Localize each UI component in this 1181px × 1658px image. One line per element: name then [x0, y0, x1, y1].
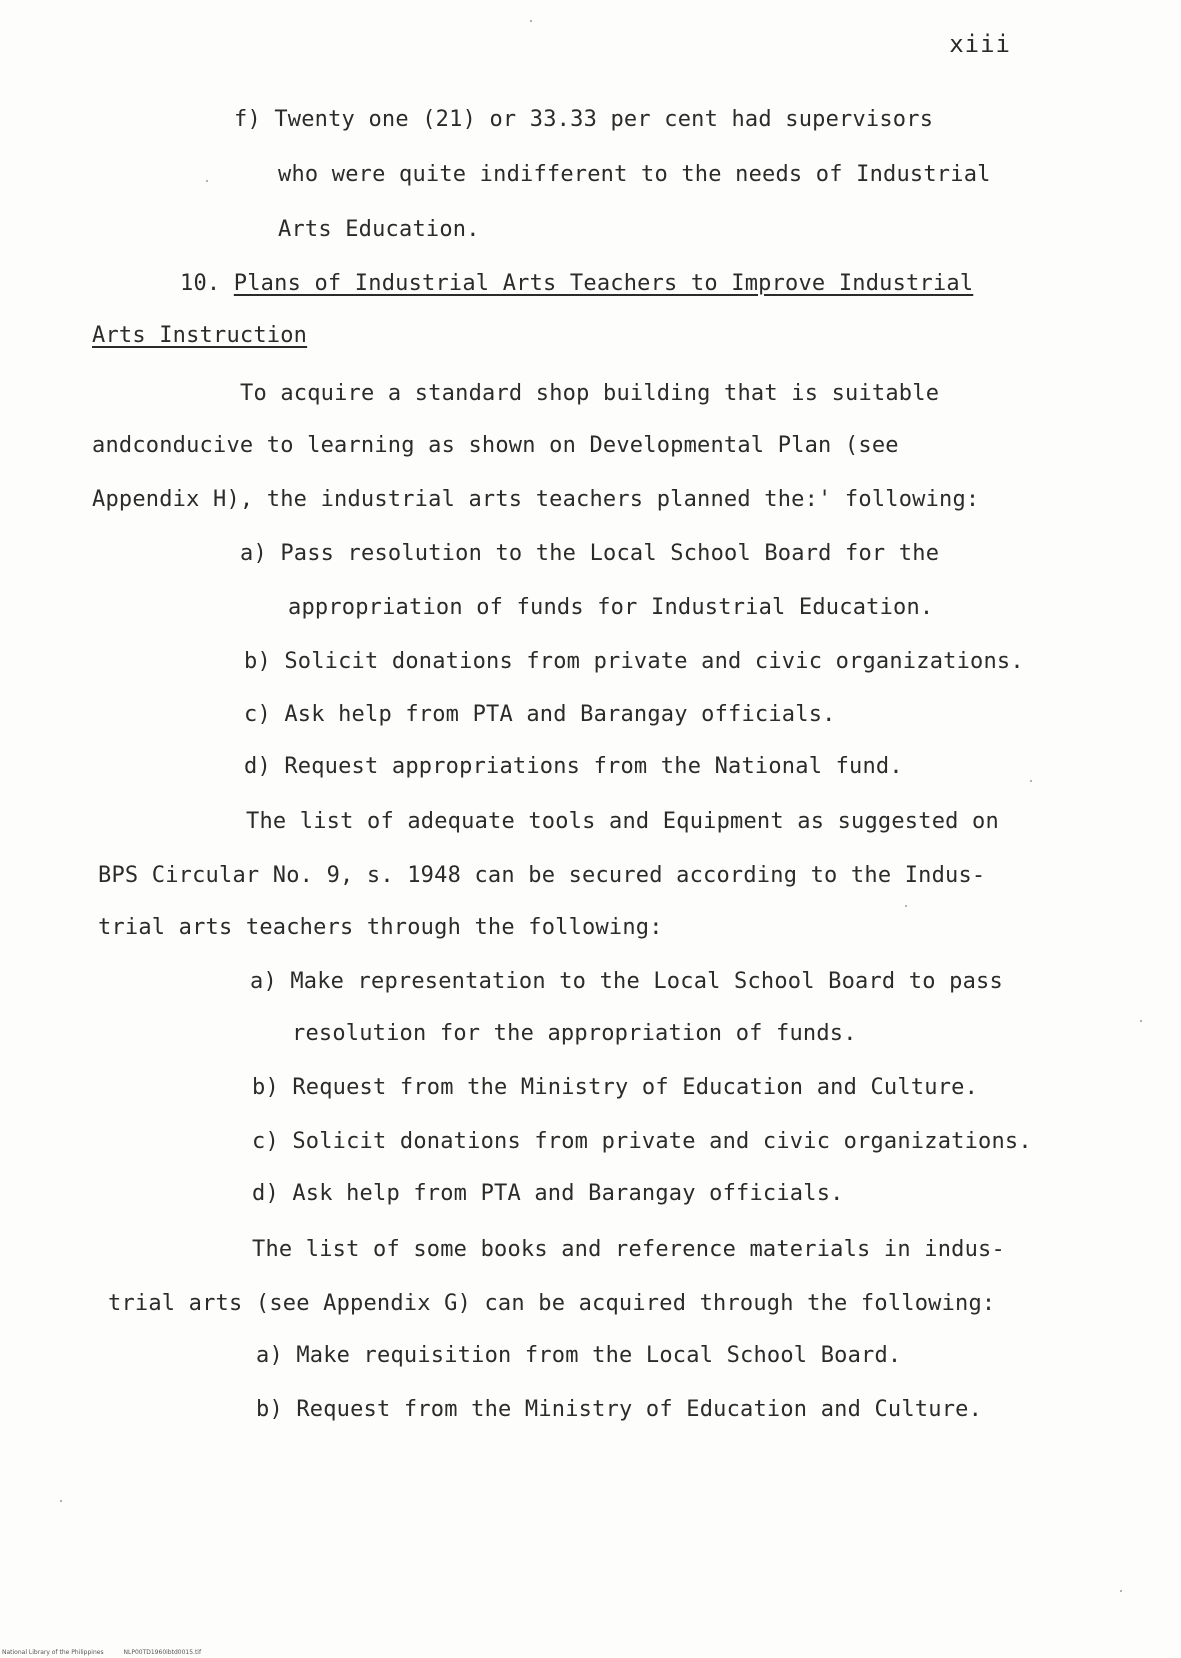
scan-speck	[60, 1500, 62, 1502]
footer-file: NLP00TD1960ibtd0015.tif	[123, 1649, 202, 1656]
item-f-line1: f) Twenty one (21) or 33.33 per cent had supervisors	[234, 107, 934, 132]
list1-d: d) Request appropriations from the National fund.	[244, 754, 903, 779]
list2-a-line2: resolution for the appropriation of funds.	[292, 1021, 857, 1046]
section-heading	[180, 270, 973, 298]
para1-line3: Appendix H), the industrial arts teachers planned the:' following:	[92, 487, 980, 512]
scan-footer	[2, 1649, 219, 1656]
para3-line2: trial arts (see Appendix G) can be acquired through the following:	[108, 1291, 996, 1316]
footer-library: National Library of the Philippines	[2, 1649, 104, 1656]
item-f-line2: who were quite indifferent to the needs of Industrial	[278, 162, 991, 187]
para1-line2: andconducive to learning as shown on Developmental Plan (see	[92, 433, 899, 458]
scan-speck	[206, 180, 208, 182]
list1-a-line1: a) Pass resolution to the Local School Board for the	[240, 541, 940, 566]
list2-a-line1: a) Make representation to the Local School Board to pass	[250, 969, 1003, 994]
scan-speck	[1140, 1020, 1142, 1022]
item-f-line3: Arts Education.	[278, 217, 480, 242]
list1-c: c) Ask help from PTA and Barangay officials.	[244, 702, 836, 727]
list2-b: b) Request from the Ministry of Education and Culture.	[252, 1075, 979, 1100]
list3-a: a) Make requisition from the Local School Board.	[256, 1343, 902, 1368]
scan-speck	[1120, 1590, 1122, 1592]
list2-c: c) Solicit donations from private and civic organizations.	[252, 1129, 1032, 1154]
list2-d: d) Ask help from PTA and Barangay officials.	[252, 1181, 844, 1206]
scan-speck	[1030, 780, 1032, 782]
list1-b: b) Solicit donations from private and civic organizations.	[244, 649, 1024, 674]
scan-speck	[530, 20, 532, 22]
scan-speck	[905, 905, 907, 907]
section-number: 10.	[180, 271, 221, 296]
para2-line1: The list of adequate tools and Equipment as suggested on	[246, 809, 999, 834]
section-title-line2: Arts Instruction	[92, 323, 308, 348]
page-number: xiii	[949, 30, 1011, 58]
section-title-line1: Plans of Industrial Arts Teachers to Improve Industrial	[233, 271, 974, 296]
para2-line3: trial arts teachers through the following:	[98, 915, 663, 940]
list3-b: b) Request from the Ministry of Education and Culture.	[256, 1397, 983, 1422]
para3-line1: The list of some books and reference materials in indus-	[252, 1237, 1005, 1262]
list1-a-line2: appropriation of funds for Industrial Education.	[288, 595, 934, 620]
para2-line2: BPS Circular No. 9, s. 1948 can be secured according to the Indus-	[98, 863, 986, 888]
para1-line1: To acquire a standard shop building that is suitable	[240, 381, 940, 406]
